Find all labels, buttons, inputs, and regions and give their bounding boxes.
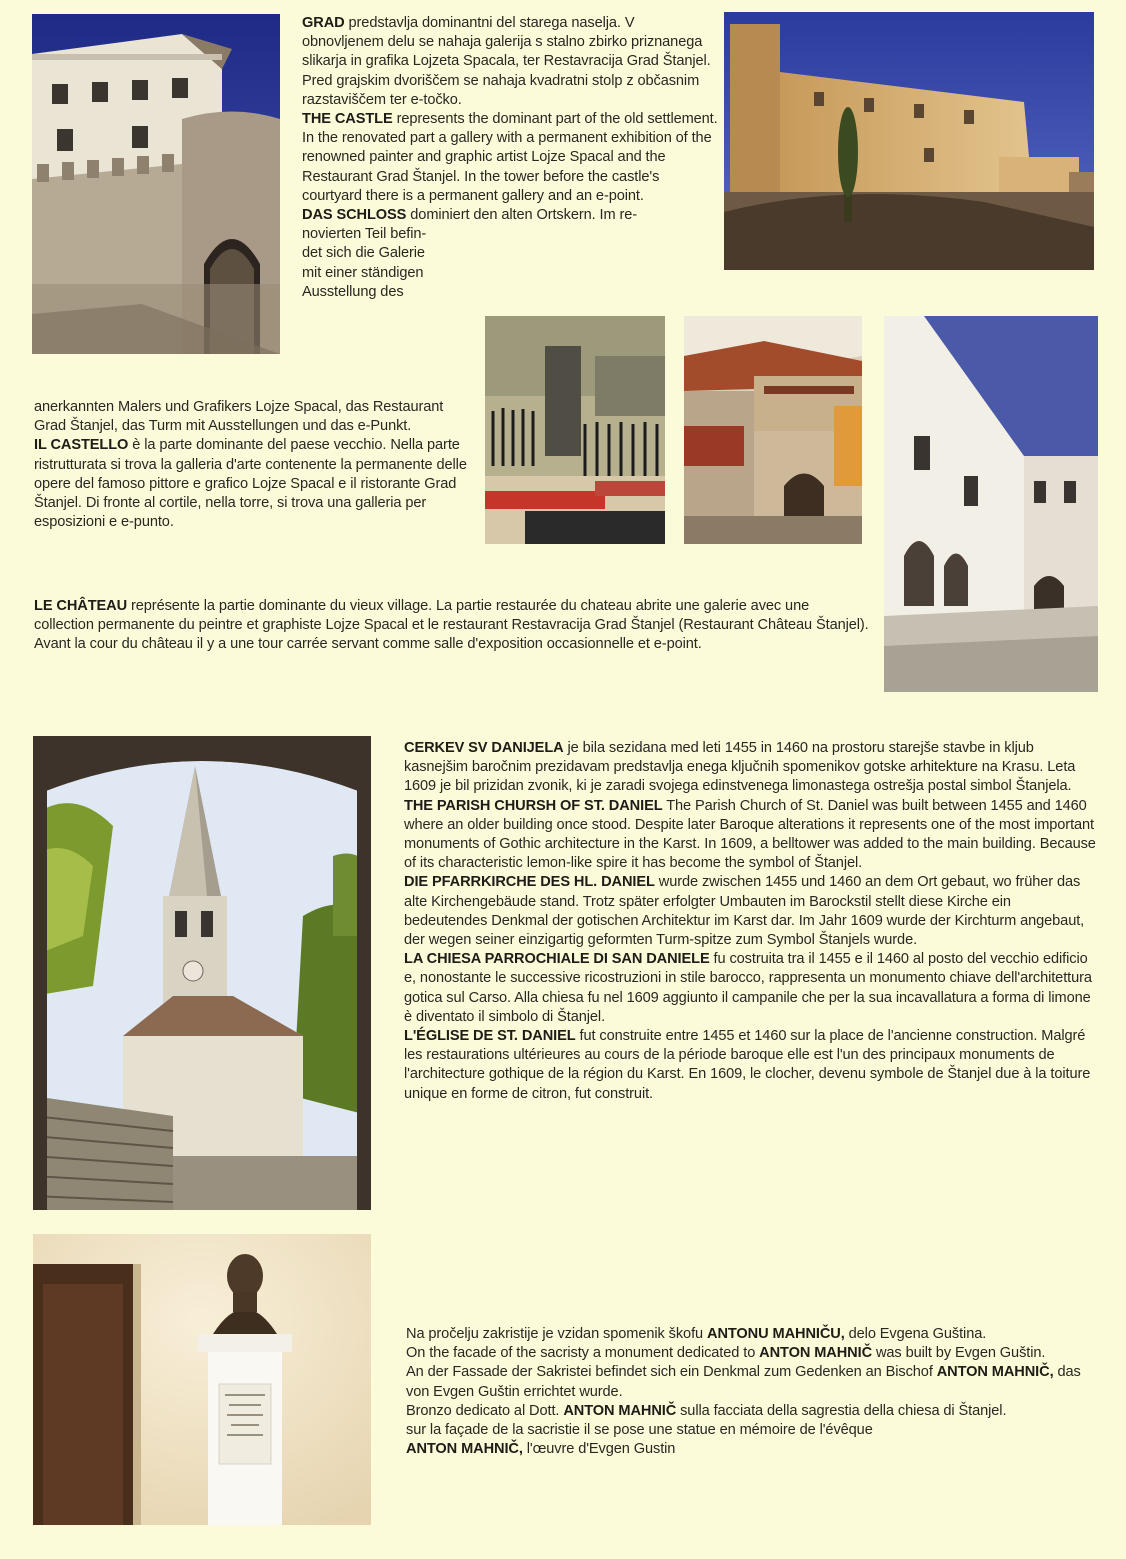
church-fr-heading: L'ÉGLISE DE ST. DANIEL (404, 1028, 576, 1045)
church-de-body: wurde zwischen 1455 und 1460 an dem Ort gebaut, wo früher das alte Kirchengebäude stand. Trotz später erfolgter Umbauten im Barockstil stellt diese Kirche ein bedeutendes Denkmal der gotischen Architektur im Karst dar. Im Jahr 1609 wurde der Kirchturm angebaut, der wegen seiner einzigartig geformten Turm-spitze zum Symbol Štanjels wurde. (404, 874, 1085, 949)
church-text-block (404, 739, 1098, 1104)
castle-sl-body: predstavlja dominantni del starega naselja. V obnovljenem delu se nahaja galerija s stalno zbirko priznanega slikarja in grafika Lojzeta Spacala, ter Restavracija Grad Štanjel. Pred grajskim dvoriščem se nahaja kvadratni stolp z občasnim razstaviščem ter e-točko. (302, 15, 711, 108)
castle-fr-block (34, 597, 869, 655)
church-sl-heading: CERKEV SV DANIJELA (404, 740, 564, 756)
church-en-body: The Parish Church of St. Daniel was built between 1455 and 1460 where an older building once stood. Despite later Baroque alterations it represents one of the most important monuments of Gothic architecture in the Karst. In 1609, a belltower was added to the main building. Because of its characteristic lemon-like spire it has become the symbol of Štanjel. (404, 797, 1096, 872)
monument-it-post: sulla facciata della sagrestia della chiesa di Štanjel. (676, 1402, 1007, 1419)
castle-fr-body: représente la partie dominante du vieux village. La partie restaurée du chateau abrite une galerie avec une collection permanente du peintre et graphiste Lojze Spacal et le restaurant Restavracija Grad Štanjel (Restaurant Château Štanjel). Avant la cour du château il y a une tour carrée servant comme salle d'exposition occasionnelle et e-point. (34, 598, 869, 653)
castle-it-paragraph (34, 436, 472, 532)
monument-it-paragraph (406, 1402, 1096, 1421)
castle-de-paragraph-end: anerkannten Malers und Grafikers Lojze Spacal, das Restaurant Grad Štanjel, das Turm mit Ausstellungen und das e-Punkt. (34, 399, 444, 435)
monument-fr-paragraph (406, 1421, 1096, 1459)
monument-sl-paragraph (406, 1325, 1096, 1344)
church-it-paragraph (404, 950, 1098, 1027)
castle-fr-paragraph (34, 597, 869, 655)
castle-sl-paragraph (302, 14, 720, 110)
monument-sl-post: delo Evgena Guština. (844, 1326, 987, 1342)
castle-courtyard-photo (684, 316, 862, 544)
castle-it-heading: IL CASTELLO (34, 437, 129, 454)
castle-sl-heading: GRAD (302, 15, 345, 31)
church-fr-body: fut construite entre 1455 et 1460 sur la place de l'ancienne construction. Malgré les restaurations ultérieures au cours de la période baroque elle est l'un des principaux monuments de l'architecture gothique de la région du Karst. En 1609, le clocher, devenu symbole de Štanjel due à la toiture unique en forme de citron, fut construit. (404, 1028, 1091, 1102)
castle-de-line-4: Ausstellung des (302, 283, 404, 300)
castle-fr-heading: LE CHÂTEAU (34, 598, 128, 614)
castle-de-line-3: mit einer ständigen (302, 264, 424, 281)
castle-de-line-2: det sich die Galerie (302, 245, 425, 262)
monument-de-paragraph (406, 1363, 1096, 1401)
church-arch-photo (33, 736, 371, 1210)
monument-it-name: ANTON MAHNIČ (563, 1402, 677, 1419)
monument-en-post: was built by Evgen Guštin. (872, 1345, 1046, 1362)
church-fr-paragraph (404, 1027, 1098, 1104)
monument-de-name: ANTON MAHNIČ, (936, 1364, 1054, 1381)
church-en-paragraph (404, 797, 1098, 874)
church-de-heading: DIE PFARRKIRCHE DES HL. DANIEL (404, 874, 655, 891)
monument-fr-pre: sur la façade de la sacristie il se pose une statue en mémoire de l'évêque (406, 1422, 873, 1439)
monument-sl-pre: Na pročelju zakristije je vzidan spomenik škofu (406, 1326, 707, 1342)
castle-text-block (302, 14, 720, 302)
castle-sunset-photo (724, 12, 1094, 270)
church-de-paragraph (404, 873, 1098, 950)
church-sl-paragraph (404, 739, 1098, 797)
spacal-painting-photo (485, 316, 665, 544)
castle-text-block-lower (34, 398, 472, 532)
church-en-heading: THE PARISH CHURSH OF ST. DANIEL (404, 797, 663, 814)
monument-en-paragraph (406, 1344, 1096, 1363)
white-building-photo (884, 316, 1098, 692)
castle-en-body: represents the dominant part of the old settlement. In the renovated part a gallery with a permanent exhibition of the renowned painter and graphic artist Lojze Spacal and the Restaurant Grad Štanjel. In the tower before the castle's courtyard there is a permanent gallery and an e-point. (302, 111, 718, 204)
castle-de-body-wide: dominiert den alten Ortskern. Im re- (406, 207, 638, 224)
castle-gate-photo (32, 14, 280, 354)
mahnic-monument-photo (33, 1234, 371, 1525)
castle-de-heading: DAS SCHLOSS (302, 207, 407, 224)
castle-en-paragraph (302, 110, 720, 206)
castle-de-line-1: novierten Teil befin- (302, 226, 427, 243)
castle-de-paragraph-start (302, 206, 720, 225)
monument-fr-name: ANTON MAHNIČ, (406, 1441, 523, 1458)
monument-text-block (406, 1325, 1096, 1459)
monument-de-pre: An der Fassade der Sakristei befindet sich ein Denkmal zum Gedenken an Bischof (406, 1364, 937, 1381)
monument-en-pre: On the facade of the sacristy a monument dedicated to (406, 1345, 760, 1362)
castle-en-heading: THE CASTLE (302, 111, 393, 128)
church-it-body: fu costruita tra il 1455 e il 1460 al posto del vecchio edificio e, nonostante le successive ricostruzioni in stile barocco, rappresenta un monumento chiave dell'architettura gotica sul Carso. Alla chiesa fu nel 1609 aggiunto il campanile che per la sua incavallatura a forma di limone è diventato il simbolo di Štanjel. (404, 951, 1092, 1025)
monument-sl-name: ANTONU MAHNIČU, (707, 1326, 845, 1342)
monument-de-post: das von Evgen Guštin errichtet wurde. (406, 1364, 1081, 1400)
monument-it-pre: Bronzo dedicato al Dott. (406, 1402, 564, 1419)
church-sl-body: je bila sezidana med leti 1455 in 1460 na prostoru starejše stavbe in kljub kasnejšim baročnim prezidavam predstavlja enega ključnih spomenikov gotske arhitekture na Krasu. Leta 1609 je bil prizidan zvonik, ki je zaradi svojega edinstvenega limonastega ostrešja postal simbol Štanjela. (404, 740, 1076, 795)
church-it-heading: LA CHIESA PARROCHIALE DI SAN DANIELE (404, 951, 710, 968)
monument-en-name: ANTON MAHNIČ (759, 1345, 873, 1362)
castle-it-body: è la parte dominante del paese vecchio. Nella parte ristrutturata si trova la galleria d'arte contenente la permanente delle opere del famoso pittore e grafico Lojze Spacal e il ristorante Grad Štanjel. Di fronte al cortile, nella torre, si trova una galleria per esposizioni e e-punto. (34, 437, 467, 531)
monument-fr-post: l'œuvre d'Evgen Gustin (522, 1441, 676, 1458)
